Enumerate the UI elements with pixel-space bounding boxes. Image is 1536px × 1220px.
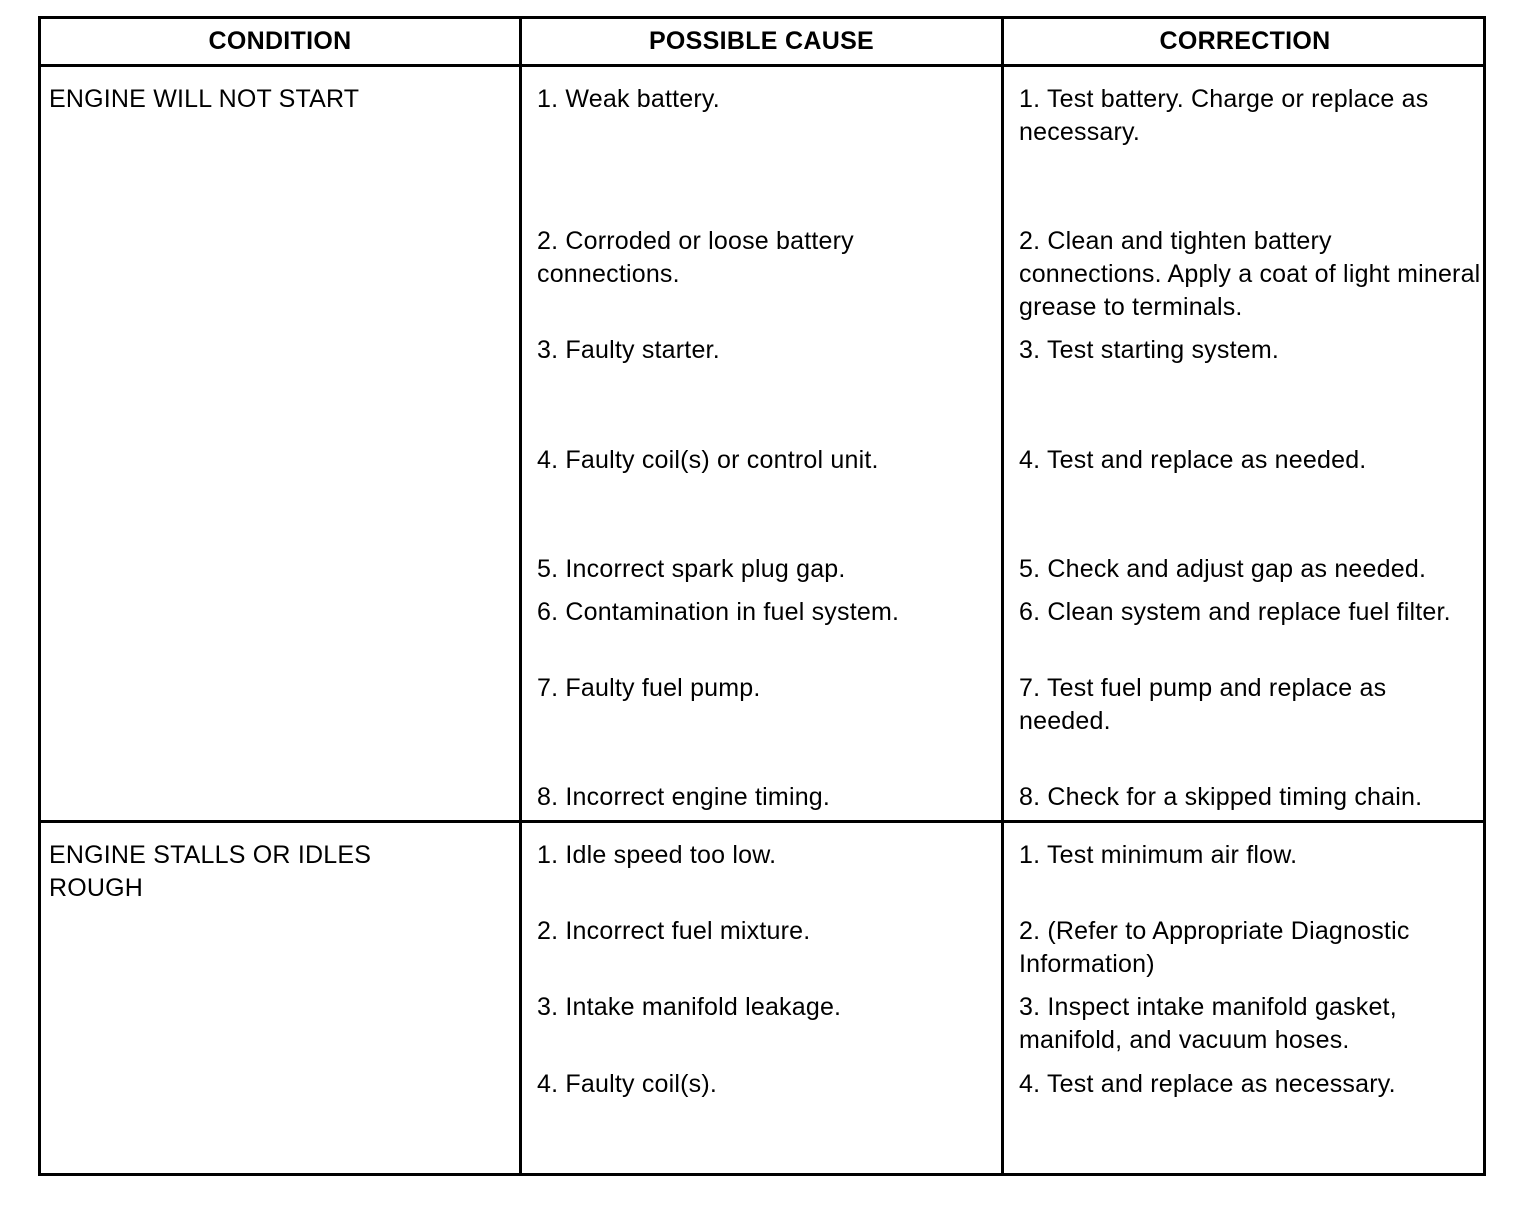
cause-item: 5. Incorrect spark plug gap.: [537, 555, 846, 583]
correction-item: 7. Test fuel pump and replace as needed.: [1019, 674, 1387, 735]
header-divider: [41, 64, 1483, 67]
cause-item: 3. Intake manifold leakage.: [537, 993, 842, 1021]
cause-item: 1. Weak battery.: [537, 85, 720, 113]
cause-item: 6. Contamination in fuel system.: [537, 598, 900, 626]
correction-item: 6. Clean system and replace fuel filter.: [1019, 598, 1451, 626]
header-condition: CONDITION: [208, 27, 352, 55]
condition-engine-will-not-start: ENGINE WILL NOT START: [49, 85, 360, 113]
column-divider: [1001, 19, 1004, 1173]
cause-item: 4. Faulty coil(s) or control unit.: [537, 446, 879, 474]
correction-item: 5. Check and adjust gap as needed.: [1019, 555, 1427, 583]
correction-item: 2. (Refer to Appropriate Diagnostic Information): [1019, 917, 1410, 978]
header-possible-cause: POSSIBLE CAUSE: [648, 27, 875, 55]
section-divider: [41, 820, 1483, 823]
cause-item: 2. Incorrect fuel mixture.: [537, 917, 811, 945]
cause-item: 3. Faulty starter.: [537, 336, 720, 364]
cause-item: 4. Faulty coil(s).: [537, 1070, 718, 1098]
correction-item: 3. Test starting system.: [1019, 336, 1279, 364]
correction-item: 3. Inspect intake manifold gasket, manifold, and vacuum hoses.: [1019, 993, 1397, 1054]
correction-item: 4. Test and replace as necessary.: [1019, 1070, 1396, 1098]
correction-item: 2. Clean and tighten battery connections. Apply a coat of light mineral grease to terminals.: [1019, 227, 1481, 321]
correction-item: 8. Check for a skipped timing chain.: [1019, 783, 1423, 811]
diagnosis-table: [38, 16, 1486, 1176]
correction-item: 4. Test and replace as needed.: [1019, 446, 1367, 474]
cause-item: 2. Corroded or loose battery connections.: [537, 227, 854, 288]
cause-item: 8. Incorrect engine timing.: [537, 783, 831, 811]
cause-item: 7. Faulty fuel pump.: [537, 674, 761, 702]
correction-item: 1. Test minimum air flow.: [1019, 841, 1298, 869]
header-correction: CORRECTION: [1159, 27, 1331, 55]
cause-item: 1. Idle speed too low.: [537, 841, 777, 869]
correction-item: 1. Test battery. Charge or replace as necessary.: [1019, 85, 1429, 146]
condition-engine-stalls-or-idles-rough: ENGINE STALLS OR IDLES ROUGH: [49, 841, 372, 902]
column-divider: [519, 19, 522, 1173]
